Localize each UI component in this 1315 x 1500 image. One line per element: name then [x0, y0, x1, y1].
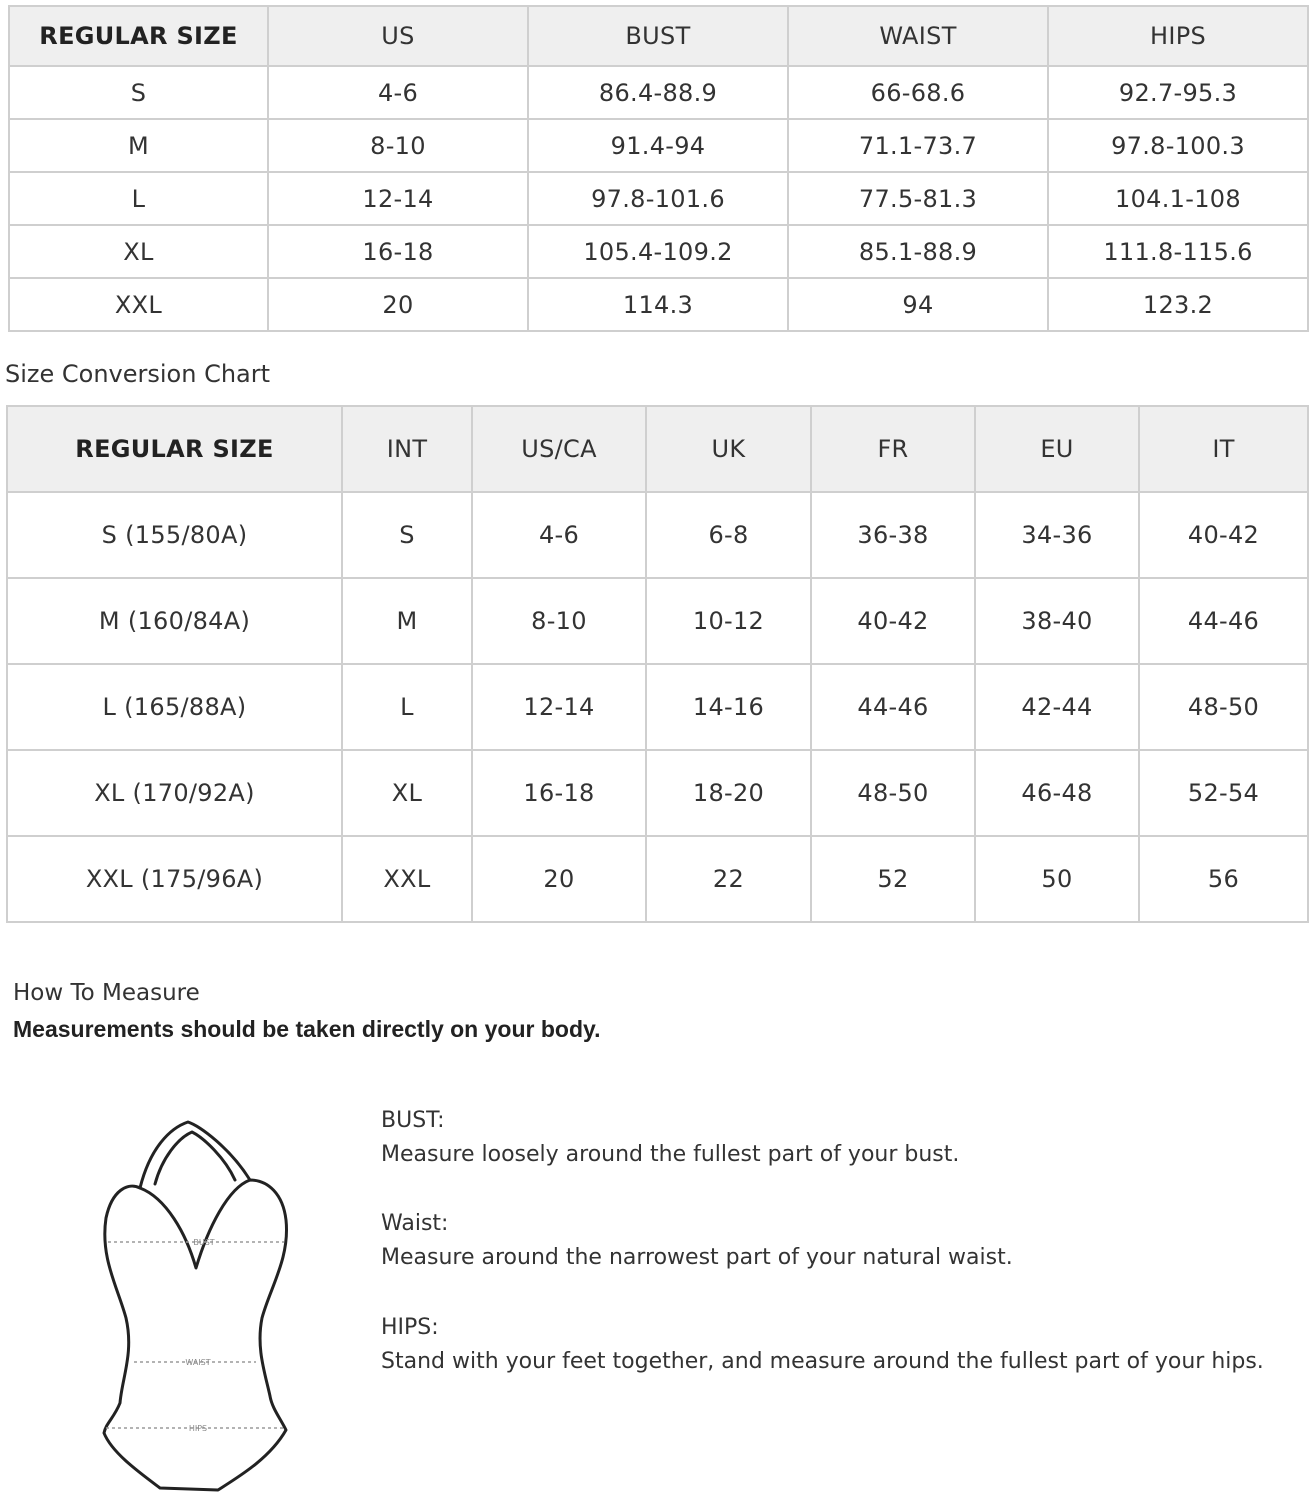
table-cell: 38-40	[975, 578, 1139, 664]
table-header-row	[7, 406, 1308, 492]
waist-figure-label: WAIST	[185, 1358, 211, 1367]
how-to-measure-heading: How To Measure	[13, 980, 200, 1006]
table-cell: L	[9, 172, 268, 225]
table-cell: 114.3	[528, 278, 788, 331]
table-cell: 4-6	[472, 492, 646, 578]
table-cell: 22	[646, 836, 811, 922]
table-row	[7, 578, 1308, 664]
header-bust: BUST	[528, 6, 788, 66]
table-cell: M	[9, 119, 268, 172]
table-row	[7, 492, 1308, 578]
table-cell: 71.1-73.7	[788, 119, 1048, 172]
table-cell: 16-18	[268, 225, 528, 278]
how-to-measure-note: Measurements should be taken directly on your body.	[13, 1016, 601, 1042]
table-row	[7, 836, 1308, 922]
table-row	[9, 225, 1308, 278]
table-cell: 48-50	[811, 750, 975, 836]
table-row	[9, 278, 1308, 331]
header-int: INT	[342, 406, 472, 492]
table-cell: 12-14	[472, 664, 646, 750]
table-cell: 42-44	[975, 664, 1139, 750]
header-regular-size: REGULAR SIZE	[7, 406, 342, 492]
table-cell: 85.1-88.9	[788, 225, 1048, 278]
table-cell: 94	[788, 278, 1048, 331]
size-measurement-table	[8, 5, 1309, 332]
table-cell: S (155/80A)	[7, 492, 342, 578]
table-cell: S	[9, 66, 268, 119]
table-cell: 40-42	[811, 578, 975, 664]
hips-figure-label: HIPS	[188, 1424, 208, 1433]
table-cell: S	[342, 492, 472, 578]
bust-guide-text: Measure loosely around the fullest part of your bust.	[381, 1142, 960, 1167]
table-cell: 111.8-115.6	[1048, 225, 1308, 278]
table-cell: 52	[811, 836, 975, 922]
waist-guide-text: Measure around the narrowest part of your natural waist.	[381, 1245, 1013, 1270]
bust-guide	[381, 1104, 959, 1172]
table-cell: 4-6	[268, 66, 528, 119]
bust-figure-label: BUST	[193, 1238, 215, 1247]
table-cell: 97.8-101.6	[528, 172, 788, 225]
swimsuit-measurement-figure	[100, 1118, 290, 1496]
table-cell: XL	[9, 225, 268, 278]
table-cell: 8-10	[472, 578, 646, 664]
header-us: US	[268, 6, 528, 66]
table-cell: XL	[342, 750, 472, 836]
table-cell: 6-8	[646, 492, 811, 578]
header-us-ca: US/CA	[472, 406, 646, 492]
size-conversion-table	[6, 405, 1309, 923]
header-uk: UK	[646, 406, 811, 492]
table-row	[9, 66, 1308, 119]
table-cell: 48-50	[1139, 664, 1308, 750]
table-cell: 91.4-94	[528, 119, 788, 172]
table-cell: 18-20	[646, 750, 811, 836]
header-hips: HIPS	[1048, 6, 1308, 66]
bust-guide-title: BUST:	[381, 1108, 445, 1133]
table-cell: XXL	[342, 836, 472, 922]
table-cell: XXL (175/96A)	[7, 836, 342, 922]
table-header-row	[9, 6, 1308, 66]
table-cell: 46-48	[975, 750, 1139, 836]
table-cell: 66-68.6	[788, 66, 1048, 119]
table-cell: 34-36	[975, 492, 1139, 578]
hips-guide-title: HIPS:	[381, 1315, 439, 1340]
table-row	[9, 119, 1308, 172]
waist-guide-title: Waist:	[381, 1211, 449, 1236]
table-cell: 123.2	[1048, 278, 1308, 331]
header-eu: EU	[975, 406, 1139, 492]
table-cell: M (160/84A)	[7, 578, 342, 664]
table-cell: 14-16	[646, 664, 811, 750]
table-cell: 12-14	[268, 172, 528, 225]
table-row	[9, 172, 1308, 225]
waist-guide	[381, 1207, 1013, 1275]
table-cell: 10-12	[646, 578, 811, 664]
header-fr: FR	[811, 406, 975, 492]
table-cell: 20	[268, 278, 528, 331]
table-cell: 92.7-95.3	[1048, 66, 1308, 119]
table-cell: 36-38	[811, 492, 975, 578]
table-row	[7, 664, 1308, 750]
header-regular-size: REGULAR SIZE	[9, 6, 268, 66]
table-cell: M	[342, 578, 472, 664]
conversion-chart-caption: Size Conversion Chart	[5, 360, 271, 388]
table-cell: L (165/88A)	[7, 664, 342, 750]
table-cell: 77.5-81.3	[788, 172, 1048, 225]
table-cell: 56	[1139, 836, 1308, 922]
table-cell: 104.1-108	[1048, 172, 1308, 225]
table-cell: 44-46	[811, 664, 975, 750]
table-cell: 44-46	[1139, 578, 1308, 664]
inner-strap-outline	[155, 1132, 235, 1184]
table-cell: 8-10	[268, 119, 528, 172]
table-cell: XL (170/92A)	[7, 750, 342, 836]
table-cell: XXL	[9, 278, 268, 331]
swimsuit-outline	[104, 1180, 287, 1490]
header-waist: WAIST	[788, 6, 1048, 66]
table-cell: 40-42	[1139, 492, 1308, 578]
table-cell: L	[342, 664, 472, 750]
table-cell: 16-18	[472, 750, 646, 836]
table-cell: 86.4-88.9	[528, 66, 788, 119]
header-it: IT	[1139, 406, 1308, 492]
table-row	[7, 750, 1308, 836]
table-cell: 20	[472, 836, 646, 922]
table-cell: 52-54	[1139, 750, 1308, 836]
hips-guide-text: Stand with your feet together, and measure around the fullest part of your hips.	[381, 1349, 1264, 1374]
table-cell: 97.8-100.3	[1048, 119, 1308, 172]
table-cell: 50	[975, 836, 1139, 922]
hips-guide	[381, 1311, 1264, 1379]
table-cell: 105.4-109.2	[528, 225, 788, 278]
